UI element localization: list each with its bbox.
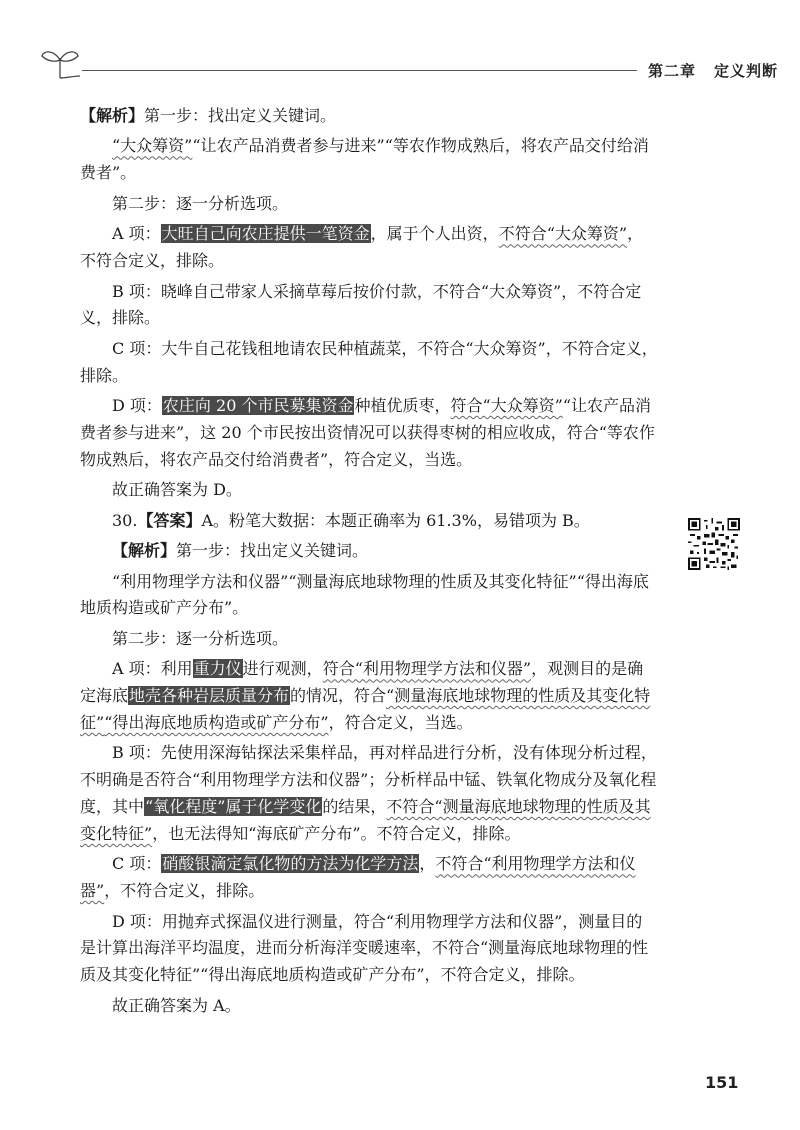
analysis-label: 【解析】 — [80, 106, 145, 125]
highlight: 地壳各种岩层质量分布 — [129, 686, 290, 706]
header-rule — [82, 70, 637, 71]
q30-option-a: A 项：利用重力仪进行观测，符合“利用物理学方法和仪器”，观测目的是确定海底地壳各种岩层质量分布的情况，符合“测量海底地球物理的性质及其变化特征”“得出海底地质构造或矿产分布”，符合定义，当选。 — [80, 659, 651, 732]
q30-conclusion: 故正确答案为 A。 — [112, 995, 241, 1015]
highlight: 农庄向 20 个市民募集资金 — [162, 396, 354, 416]
chapter-number: 第二章 — [648, 62, 697, 80]
answer-label: 【答案】 — [137, 510, 202, 530]
q29-keywords: “大众筹资”“让农产品消费者参与进来”“等农作物成熟后，将农产品交付给消费者”。 — [80, 136, 649, 183]
q29-analysis-step1: 【解析】第一步：找出定义关键词。 — [80, 106, 337, 125]
q30-answer: 30.【答案】A。粉笔大数据：本题正确率为 61.3%，易错项为 B。 — [112, 510, 590, 530]
chapter-title: 定义判断 — [714, 62, 779, 80]
chapter-heading — [648, 60, 778, 81]
leaf-sprout-icon — [40, 46, 80, 80]
q29-step2: 第二步：逐一分析选项。 — [112, 193, 289, 213]
q30-option-b: B 项：先使用深海钻探法采集样品，再对样品进行分析，没有体现分析过程，不明确是否符合“利用物理学方法和仪器”；分析样品中锰、铁氧化物成分及氧化程度，其中“氧化程度”属于化学变化的结果，不符合“测量海底地球物理的性质及其变化特征”，也无法得知“海底矿产分布”。不符合定义，排除。 — [80, 743, 657, 843]
q29-conclusion: 故正确答案为 D。 — [112, 480, 242, 500]
highlight: 硝酸银滴定氯化物的方法为化学方法 — [162, 854, 419, 874]
q29-option-a: A 项：大旺自己向农庄提供一笔资金，属于个人出资，不符合“大众筹资”，不符合定义，排除。 — [80, 224, 644, 271]
q30-keywords: “利用物理学方法和仪器”“测量海底地球物理的性质及其变化特征”“得出海底地质构造或矿产分布”。 — [80, 571, 649, 618]
q29-option-d: D 项：农庄向 20 个市民募集资金种植优质枣，符合“大众筹资”“让农产品消费者参与进来”，这 20 个市民按出资情况可以获得枣树的相应收成，符合“等农作物成熟后，将农产品交付给消费者”，符合定义，当选。 — [80, 396, 655, 469]
q30-step2: 第二步：逐一分析选项。 — [112, 628, 289, 648]
q29-option-c: C 项：大牛自己花钱租地请农民种植蔬菜，不符合“大众筹资”，不符合定义，排除。 — [80, 338, 658, 385]
page-number: 151 — [705, 1073, 739, 1092]
qr-code-icon[interactable] — [688, 518, 740, 570]
answer-explanation-body — [80, 103, 658, 1023]
analysis-label: 【解析】 — [112, 541, 177, 561]
highlight: 重力仪 — [193, 659, 242, 679]
q30-analysis-step1: 【解析】第一步：找出定义关键词。 — [112, 541, 369, 561]
q30-option-c: C 项：硝酸银滴定氯化物的方法为化学方法，不符合“利用物理学方法和仪器”，不符合定义，排除。 — [80, 854, 636, 901]
q30-option-d: D 项：用抛弃式探温仪进行测量，符合“利用物理学方法和仪器”，测量目的是计算出海洋平均温度，进而分析海洋变暖速率，不符合“测量海底地球物理的性质及其变化特征”“得出海底地质构造或矿产分布”，不符合定义，排除。 — [80, 911, 649, 985]
q29-option-b: B 项：晓峰自己带家人采摘草莓后按价付款，不符合“大众筹资”，不符合定义，排除。 — [80, 281, 642, 328]
highlight: “氧化程度”属于化学变化 — [145, 797, 322, 817]
page-header — [40, 40, 779, 80]
highlight: 大旺自己向农庄提供一笔资金 — [161, 224, 370, 244]
